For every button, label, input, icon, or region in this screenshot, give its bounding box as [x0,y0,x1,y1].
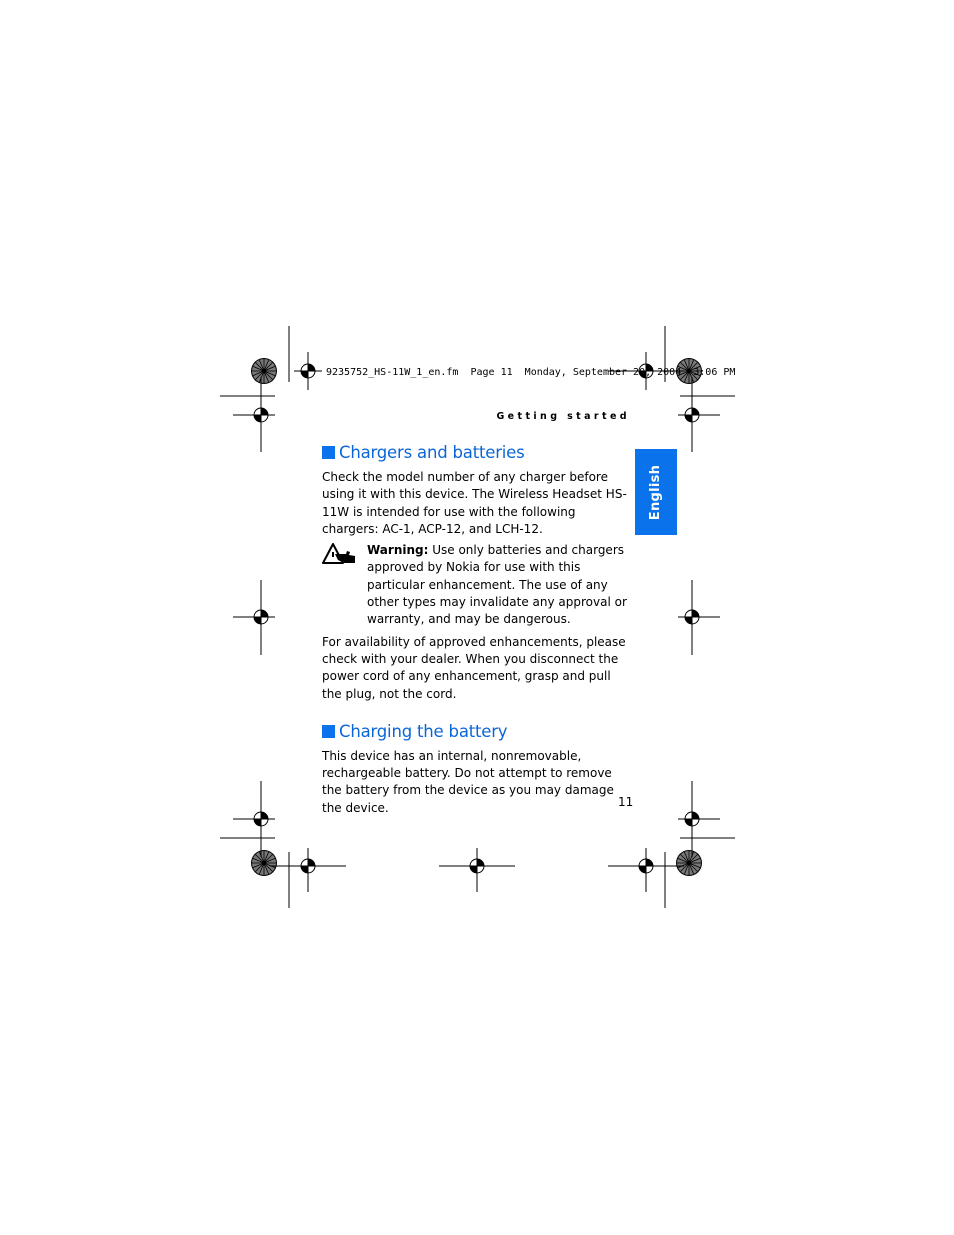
page-number: 11 [618,795,634,809]
section-heading-text: Charging the battery [339,721,508,741]
section-heading-chargers [322,443,634,462]
warning-body: Use only batteries and chargers approved by Nokia for use with this particular enhancement. The use of any other types may invalidate any approval or warranty, and may be dangerous. [367,543,627,627]
language-tab [635,449,677,535]
print-header-slug: 9235752_HS-11W_1_en.fm Page 11 Monday, September 20, 2004 3:06 PM [326,367,736,378]
warning-hand-icon [322,542,367,628]
chargers-paragraph: Check the model number of any charger before using it with this device. The Wireless Headset HS-11W is intended for use with the following chargers: AC-1, ACP-12, and LCH-12. [322,470,627,536]
warning-note [322,542,634,628]
language-tab-label: English [648,464,664,520]
section-heading-text: Chargers and batteries [339,443,525,462]
heading-square-icon [322,725,335,738]
running-head: Getting started [496,411,630,422]
warning-text [367,542,634,628]
heading-square-icon [322,446,335,459]
page-content [322,443,634,817]
warning-label: Warning: [367,543,429,558]
availability-paragraph: For availability of approved enhancements, please check with your dealer. When you disconnect the power cord of any enhancement, grasp and pull the plug, not the cord. [322,634,626,701]
charging-paragraph: This device has an internal, nonremovable, rechargeable battery. Do not attempt to remove the battery from the device as you may damage the device. [322,748,614,815]
section-heading-charging [322,722,634,741]
